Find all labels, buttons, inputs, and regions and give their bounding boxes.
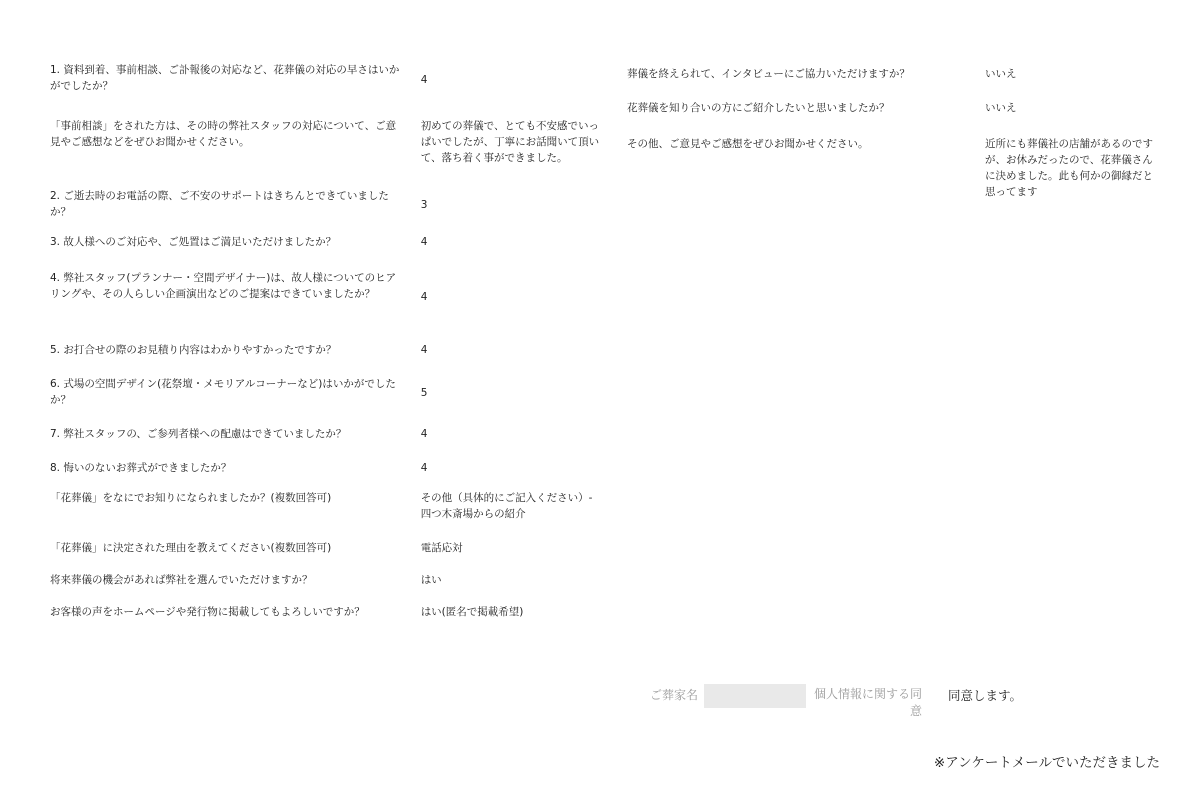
answer-text: その他（具体的にご記入ください）- 四つ木斎場からの紹介 xyxy=(420,492,593,520)
survey-row xyxy=(50,234,605,270)
question-text: 花葬儀を知り合いの方にご紹介したいと思いましたか？ xyxy=(627,102,890,114)
answer-text: 4 xyxy=(420,344,428,356)
question-text: 葬儀を終えられて、インタビューにご協力いただけますか？ xyxy=(627,68,910,80)
survey-row xyxy=(50,604,605,634)
source-note: ※アンケートメールでいただきました xyxy=(933,755,1160,771)
question-text: 5. お打合せの際のお見積り内容はわかりやすかったですか？ xyxy=(50,344,337,356)
question-text: その他、ご意見やご感想をぜひお聞かせください。 xyxy=(627,138,869,150)
survey-row xyxy=(50,118,605,188)
survey-row xyxy=(627,100,1157,136)
survey-left-column xyxy=(50,62,605,634)
footer-info xyxy=(650,684,1170,724)
survey-row xyxy=(627,136,1157,216)
family-name-label: ご葬家名 xyxy=(650,688,699,702)
answer-text: 5 xyxy=(420,387,428,399)
survey-right-column xyxy=(627,66,1157,216)
survey-row xyxy=(50,342,605,376)
answer-text: いいえ xyxy=(985,102,1017,114)
survey-row xyxy=(627,66,1157,100)
survey-row xyxy=(50,490,605,540)
family-name-value xyxy=(704,684,806,708)
survey-row xyxy=(50,188,605,234)
question-text: 6. 式場の空間デザイン(花祭壇・メモリアルコーナーなど)はいかがでしたか？ xyxy=(50,378,396,406)
question-text: 7. 弊社スタッフの、ご参列者様への配慮はできていましたか？ xyxy=(50,428,347,440)
question-text: 4. 弊社スタッフ(プランナー・空間デザイナー)は、故人様についてのヒアリングや、その人らしい企画演出などのご提案はできていましたか？ xyxy=(50,272,397,300)
question-text: 2. ご逝去時のお電話の際、ご不安のサポートはきちんとできていましたか？ xyxy=(50,190,389,218)
answer-text: 初めての葬儀で、とても不安感でいっぱいでしたが、丁寧にお話聞いて頂いて、落ち着く事ができました。 xyxy=(420,120,600,164)
survey-row xyxy=(50,540,605,572)
answer-text: 4 xyxy=(420,428,428,440)
question-text: 8. 悔いのないお葬式ができましたか？ xyxy=(50,462,232,474)
survey-row xyxy=(50,376,605,426)
answer-text: 近所にも葬儀社の店舗があるのですが、お休みだったので、花葬儀さんに決めました。此も何かの御縁だと思ってます xyxy=(985,138,1153,198)
question-text: 「花葬儀」に決定された理由を教えてください(複数回答可) xyxy=(50,542,332,554)
question-text: 「事前相談」をされた方は、その時の弊社スタッフの対応について、ご意見やご感想などをぜひお聞かせください。 xyxy=(50,120,397,148)
survey-row xyxy=(50,460,605,490)
answer-text: 4 xyxy=(420,462,428,474)
question-text: お客様の声をホームページや発行物に掲載してもよろしいですか？ xyxy=(50,606,365,618)
survey-row xyxy=(50,572,605,604)
privacy-consent-value: 同意します。 xyxy=(948,688,1023,703)
survey-row xyxy=(50,62,605,118)
answer-text: はい(匿名で掲載希望) xyxy=(420,606,524,618)
question-text: 将来葬儀の機会があれば弊社を選んでいただけますか？ xyxy=(50,574,313,586)
answer-text: 電話応対 xyxy=(420,542,463,554)
survey-row xyxy=(50,270,605,342)
question-text: 1. 資料到着、事前相談、ご訃報後の対応など、花葬儀の対応の早さはいかがでしたか？ xyxy=(50,64,400,92)
answer-text: 4 xyxy=(420,74,428,86)
answer-text: 4 xyxy=(420,291,428,303)
answer-text: いいえ xyxy=(985,68,1017,80)
question-text: 「花葬儀」をなにでお知りになられましたか？(複数回答可) xyxy=(50,492,332,504)
answer-text: はい xyxy=(420,574,442,586)
answer-text: 3 xyxy=(420,199,428,211)
question-text: 3. 故人様へのご対応や、ご処置はご満足いただけましたか？ xyxy=(50,236,337,248)
survey-row xyxy=(50,426,605,460)
privacy-consent-label: 個人情報に関する同意 xyxy=(813,687,922,718)
answer-text: 4 xyxy=(420,236,428,248)
